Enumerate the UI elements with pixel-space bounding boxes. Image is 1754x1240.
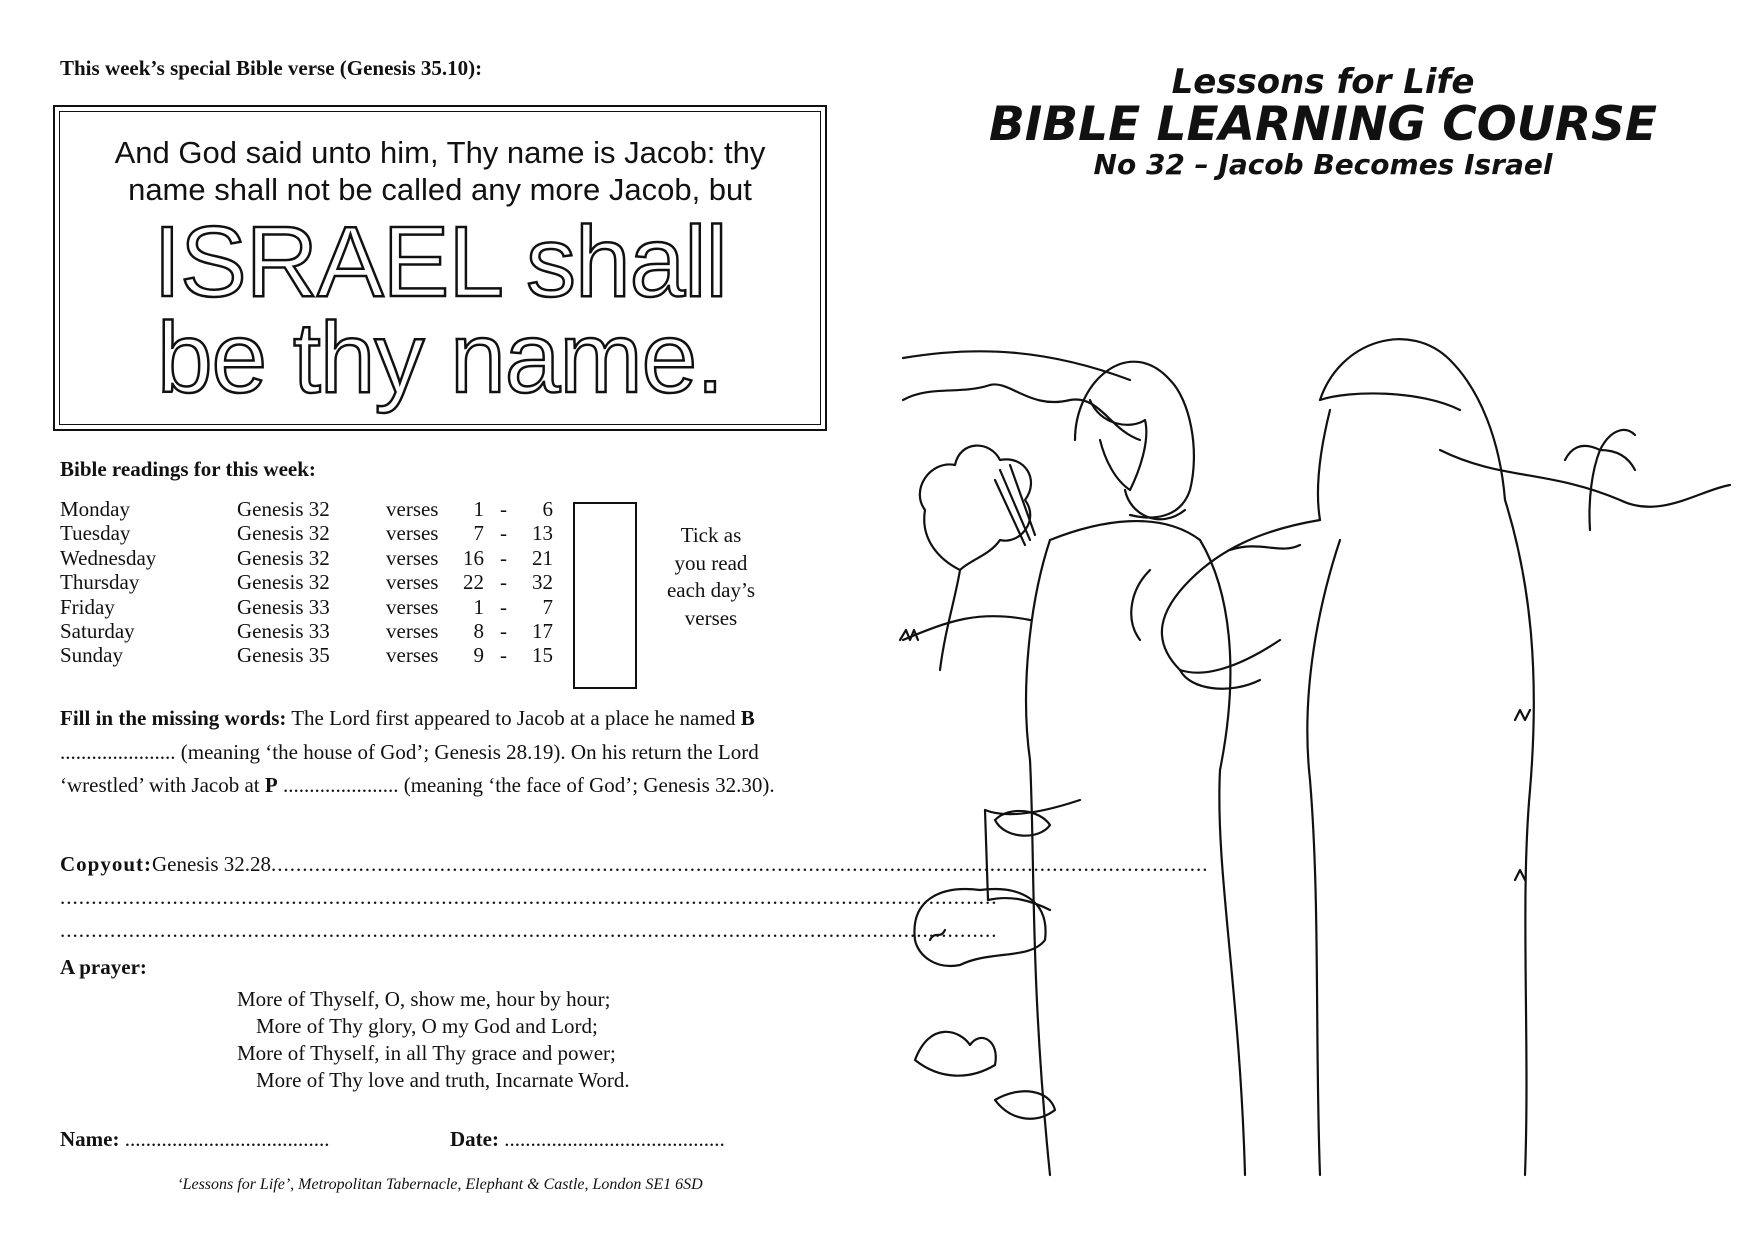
- reading-day: Sunday: [60, 643, 123, 668]
- grass-tufts: [900, 630, 1530, 940]
- name-field[interactable]: [60, 1127, 329, 1152]
- israel-embracing-figure: [1131, 339, 1534, 1175]
- reading-day: Saturday: [60, 619, 135, 643]
- reading-verses-label: verses: [386, 521, 439, 546]
- reading-verses-label: verses: [386, 497, 439, 521]
- date-field[interactable]: [450, 1127, 725, 1152]
- verse-box: [53, 105, 827, 431]
- tick-box[interactable]: [573, 502, 637, 689]
- copyout-line-2[interactable]: ......................................................................................................................................................: [60, 885, 998, 909]
- reading-range-dash: -: [500, 594, 507, 619]
- blank-b-letter: B: [740, 706, 755, 730]
- reading-verse-to: 6: [542, 497, 553, 521]
- reading-verses-label: verses: [386, 643, 439, 668]
- reading-range-dash: -: [500, 619, 507, 643]
- dotted-line: ......................................................................................................................................................: [271, 852, 1209, 876]
- reading-range-dash: -: [500, 643, 507, 668]
- reading-book: Genesis 32: [237, 570, 330, 595]
- fill-in-text: ...................... (meaning ‘the house of God’; Genesis 28.19). On his return the Lord ‘wrestled’ with Jacob at: [60, 739, 759, 797]
- reading-day: Wednesday: [60, 545, 157, 570]
- reading-verse-to: 13: [532, 521, 553, 546]
- reading-range-dash: -: [500, 521, 507, 546]
- date-dotted-line: ..........................................: [504, 1127, 725, 1151]
- verse-line-1: And God said unto him, Thy name is Jacob: thy: [114, 135, 766, 170]
- reading-day: Monday: [60, 497, 130, 521]
- prayer-line: More of Thyself, O, show me, hour by hour;: [237, 987, 611, 1011]
- copyout-line-3[interactable]: ......................................................................................................................................................: [60, 918, 998, 942]
- verse-outline-1: ISRAEL shall: [153, 206, 727, 318]
- reading-range-dash: -: [500, 570, 507, 595]
- reading-verse-from: 1: [473, 497, 484, 521]
- reading-verse-from: 1: [473, 594, 484, 619]
- tick-line: you read: [674, 550, 748, 575]
- reading-verse-to: 32: [532, 570, 553, 595]
- readings-heading: Bible readings for this week:: [60, 457, 316, 481]
- prayer-heading: A prayer:: [60, 955, 147, 979]
- verse-line-2: name shall not be called any more Jacob, but: [128, 172, 752, 207]
- reading-verse-from: 7: [473, 521, 484, 546]
- footer-address: ‘Lessons for Life’, Metropolitan Tabernacle, Elephant & Castle, London SE1 6SD: [177, 1176, 703, 1193]
- verse-outline-2: be thy name.: [156, 302, 724, 414]
- prayer-line: More of Thyself, in all Thy grace and power;: [237, 1041, 616, 1065]
- fill-in-text: ...................... (meaning ‘the face of God’; Genesis 32.30).: [277, 773, 775, 797]
- reading-day: Friday: [60, 594, 115, 619]
- name-dotted-line: .......................................: [124, 1127, 330, 1151]
- reading-day: Tuesday: [60, 521, 131, 546]
- verse-heading: This week’s special Bible verse (Genesis 35.10):: [60, 56, 483, 80]
- reading-range-dash: -: [500, 545, 507, 570]
- reading-verse-to: 21: [532, 545, 553, 570]
- fill-in-paragraph: [60, 702, 830, 803]
- reading-verses-label: verses: [386, 619, 439, 643]
- reading-book: Genesis 32: [237, 545, 330, 570]
- reading-verse-to: 7: [542, 594, 553, 619]
- reading-verse-to: 15: [532, 643, 553, 668]
- reading-verses-label: verses: [386, 594, 439, 619]
- jacob-embrace-illustration: [900, 340, 1730, 1175]
- reading-range-dash: -: [500, 497, 507, 521]
- reading-verse-from: 16: [463, 545, 484, 570]
- blank-p-letter: P: [264, 773, 278, 797]
- tick-instructions: [650, 522, 772, 632]
- name-label: Name:: [60, 1127, 120, 1151]
- lesson-title: No 32 – Jacob Becomes Israel: [1093, 148, 1553, 181]
- reading-verses-label: verses: [386, 545, 439, 570]
- reading-book: Genesis 32: [237, 497, 330, 521]
- copyout-label: Copyout:: [60, 852, 153, 876]
- course-title: BIBLE LEARNING COURSE: [988, 97, 1658, 152]
- copyout-reference: Genesis 32.28: [152, 852, 272, 876]
- reading-day: Thursday: [60, 570, 140, 595]
- reading-book: Genesis 32: [237, 521, 330, 546]
- tick-line: Tick as: [680, 523, 742, 547]
- reading-verse-from: 9: [473, 643, 484, 668]
- prayer-line: More of Thy glory, O my God and Lord;: [256, 1014, 598, 1038]
- prayer-line: More of Thy love and truth, Incarnate Word.: [256, 1068, 630, 1092]
- jacob-figure: [985, 362, 1245, 1175]
- rocks: [914, 811, 1055, 1119]
- date-label: Date:: [450, 1127, 499, 1151]
- copyout-line-1[interactable]: [60, 852, 1209, 877]
- reading-verses-label: verses: [386, 570, 439, 595]
- palm-tree-icon: [1565, 430, 1635, 530]
- series-title: Lessons for Life: [1171, 62, 1475, 102]
- reading-book: Genesis 35: [237, 643, 330, 668]
- tick-line: verses: [684, 605, 738, 630]
- fill-in-text: The Lord first appeared to Jacob at a place he named: [286, 706, 741, 730]
- fill-in-label: Fill in the missing words:: [60, 706, 287, 730]
- reading-verse-to: 17: [532, 619, 553, 643]
- reading-book: Genesis 33: [237, 594, 330, 619]
- reading-book: Genesis 33: [237, 619, 330, 643]
- verse-box-inner: [59, 111, 821, 425]
- reading-verse-from: 8: [473, 619, 484, 643]
- tick-line: each day’s: [666, 578, 756, 602]
- reading-verse-from: 22: [463, 570, 484, 595]
